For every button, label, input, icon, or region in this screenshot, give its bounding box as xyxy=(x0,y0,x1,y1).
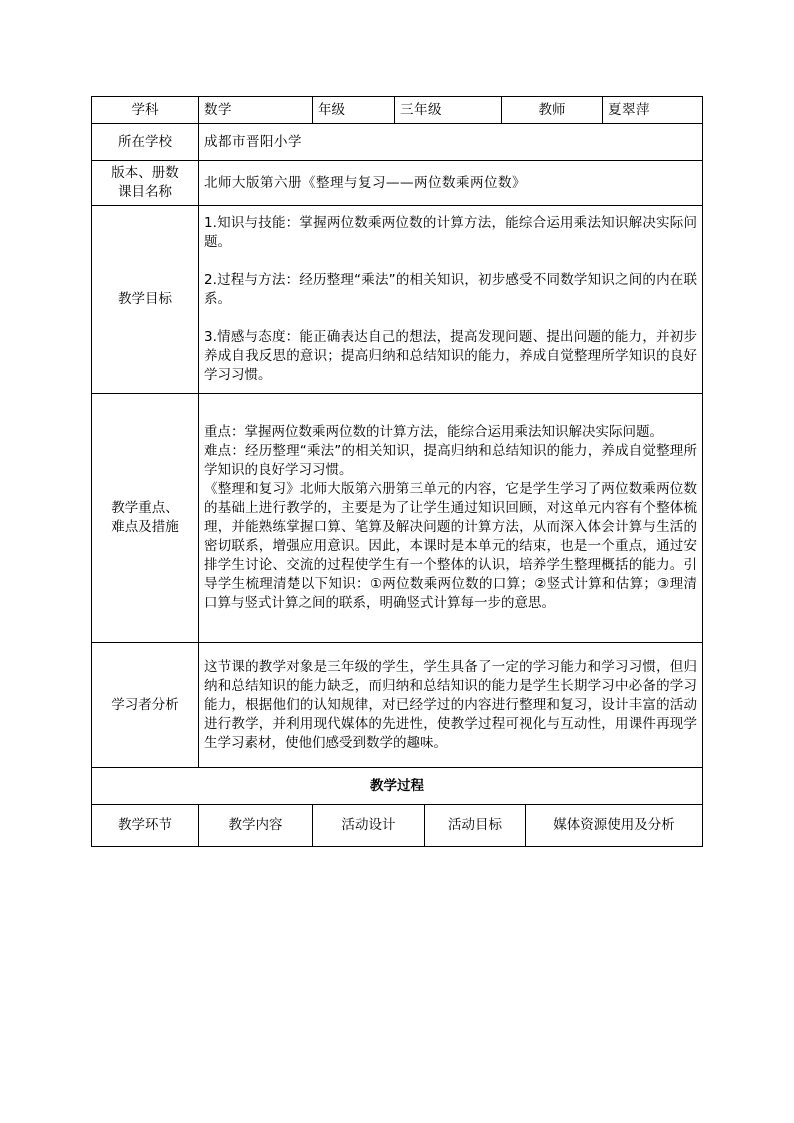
objectives-row xyxy=(92,206,703,394)
process-header-content: 教学内容 xyxy=(199,805,313,847)
key-points-label-line2: 难点及措施 xyxy=(111,519,179,535)
teacher-value: 夏翠萍 xyxy=(603,97,703,124)
process-title: 教学过程 xyxy=(92,768,703,805)
objectives-label: 教学目标 xyxy=(92,206,199,394)
objective-attitude: 3.情感与态度：能正确表达自己的想法，提高发现问题、提出问题的能力，并初步养成自我反思的意识；提高归纳和总结知识的能力，养成自觉整理所学知识的良好学习习惯。 xyxy=(204,329,697,383)
process-header-goal: 活动目标 xyxy=(425,805,526,847)
school-label: 所在学校 xyxy=(92,124,199,161)
measures-text: 《整理和复习》北师大版第六册第三单元的内容，它是学生学习了两位数乘两位数的基础上进行教学的，主要是为了让学生通过知识回顾，对这单元内容有个整体梳理，并能熟练掌握口算、笔算及解决问题的计算方法，从而深入体会计算与生活的密切联系，增强应用意识。因此，本课时是本单元的结束，也是一个重点，通过安排学生讨论、交流的过程使学生有一个整体的认识，培养学生整理概括的能力。引导学生梳理清楚以下知识：①两位数乘两位数的口算；②竖式计算和估算；③理清口算与竖式计算之间的联系，明确竖式计算每一步的意思。 xyxy=(204,481,697,611)
objectives-content xyxy=(199,206,703,394)
school-row xyxy=(92,124,703,161)
difficult-point: 难点：经历整理“乘法”的相关知识，提高归纳和总结知识的能力，养成自觉整理所学知识的良好学习习惯。 xyxy=(204,443,697,478)
process-header-activity: 活动设计 xyxy=(313,805,425,847)
version-label xyxy=(92,161,199,206)
process-header-row xyxy=(92,805,703,847)
process-header-media: 媒体资源使用及分析 xyxy=(526,805,703,847)
learner-label: 学习者分析 xyxy=(92,643,199,768)
objective-process: 2.过程与方法：经历整理“乘法”的相关知识，初步感受不同数学知识之间的内在联系。 xyxy=(204,272,697,307)
school-value: 成都市晋阳小学 xyxy=(199,124,703,161)
process-title-row xyxy=(92,768,703,805)
process-header-stage: 教学环节 xyxy=(92,805,199,847)
version-label-line1: 版本、册数 xyxy=(111,165,179,181)
key-points-row xyxy=(92,394,703,643)
subject-label: 学科 xyxy=(92,97,199,124)
teacher-label: 教师 xyxy=(502,97,603,124)
subject-value: 数学 xyxy=(199,97,313,124)
learner-content: 这节课的教学对象是三年级的学生，学生具备了一定的学习能力和学习习惯，但归纳和总结知识的能力缺乏，而归纳和总结知识的能力是学生长期学习中必备的学习能力，根据他们的认知规律，对已经学过的内容进行整理和复习，设计丰富的活动进行教学，并利用现代媒体的先进性，使教学过程可视化与互动性，用课件再现学生学习素材，使他们感受到数学的趣味。 xyxy=(199,643,703,768)
learner-row xyxy=(92,643,703,768)
lesson-plan-table xyxy=(91,96,703,847)
version-row xyxy=(92,161,703,206)
key-point: 重点：掌握两位数乘两位数的计算方法，能综合运用乘法知识解决实际问题。 xyxy=(204,424,663,440)
version-value: 北师大版第六册《整理与复习——两位数乘两位数》 xyxy=(199,161,703,206)
grade-value: 三年级 xyxy=(395,97,502,124)
objective-knowledge: 1.知识与技能：掌握两位数乘两位数的计算方法，能综合运用乘法知识解决实际问题。 xyxy=(204,215,697,250)
subject-row xyxy=(92,97,703,124)
version-label-line2: 课目名称 xyxy=(118,184,172,200)
key-points-label-line1: 教学重点、 xyxy=(111,500,179,516)
grade-label: 年级 xyxy=(313,97,395,124)
key-points-label xyxy=(92,394,199,643)
key-points-content xyxy=(199,394,703,643)
